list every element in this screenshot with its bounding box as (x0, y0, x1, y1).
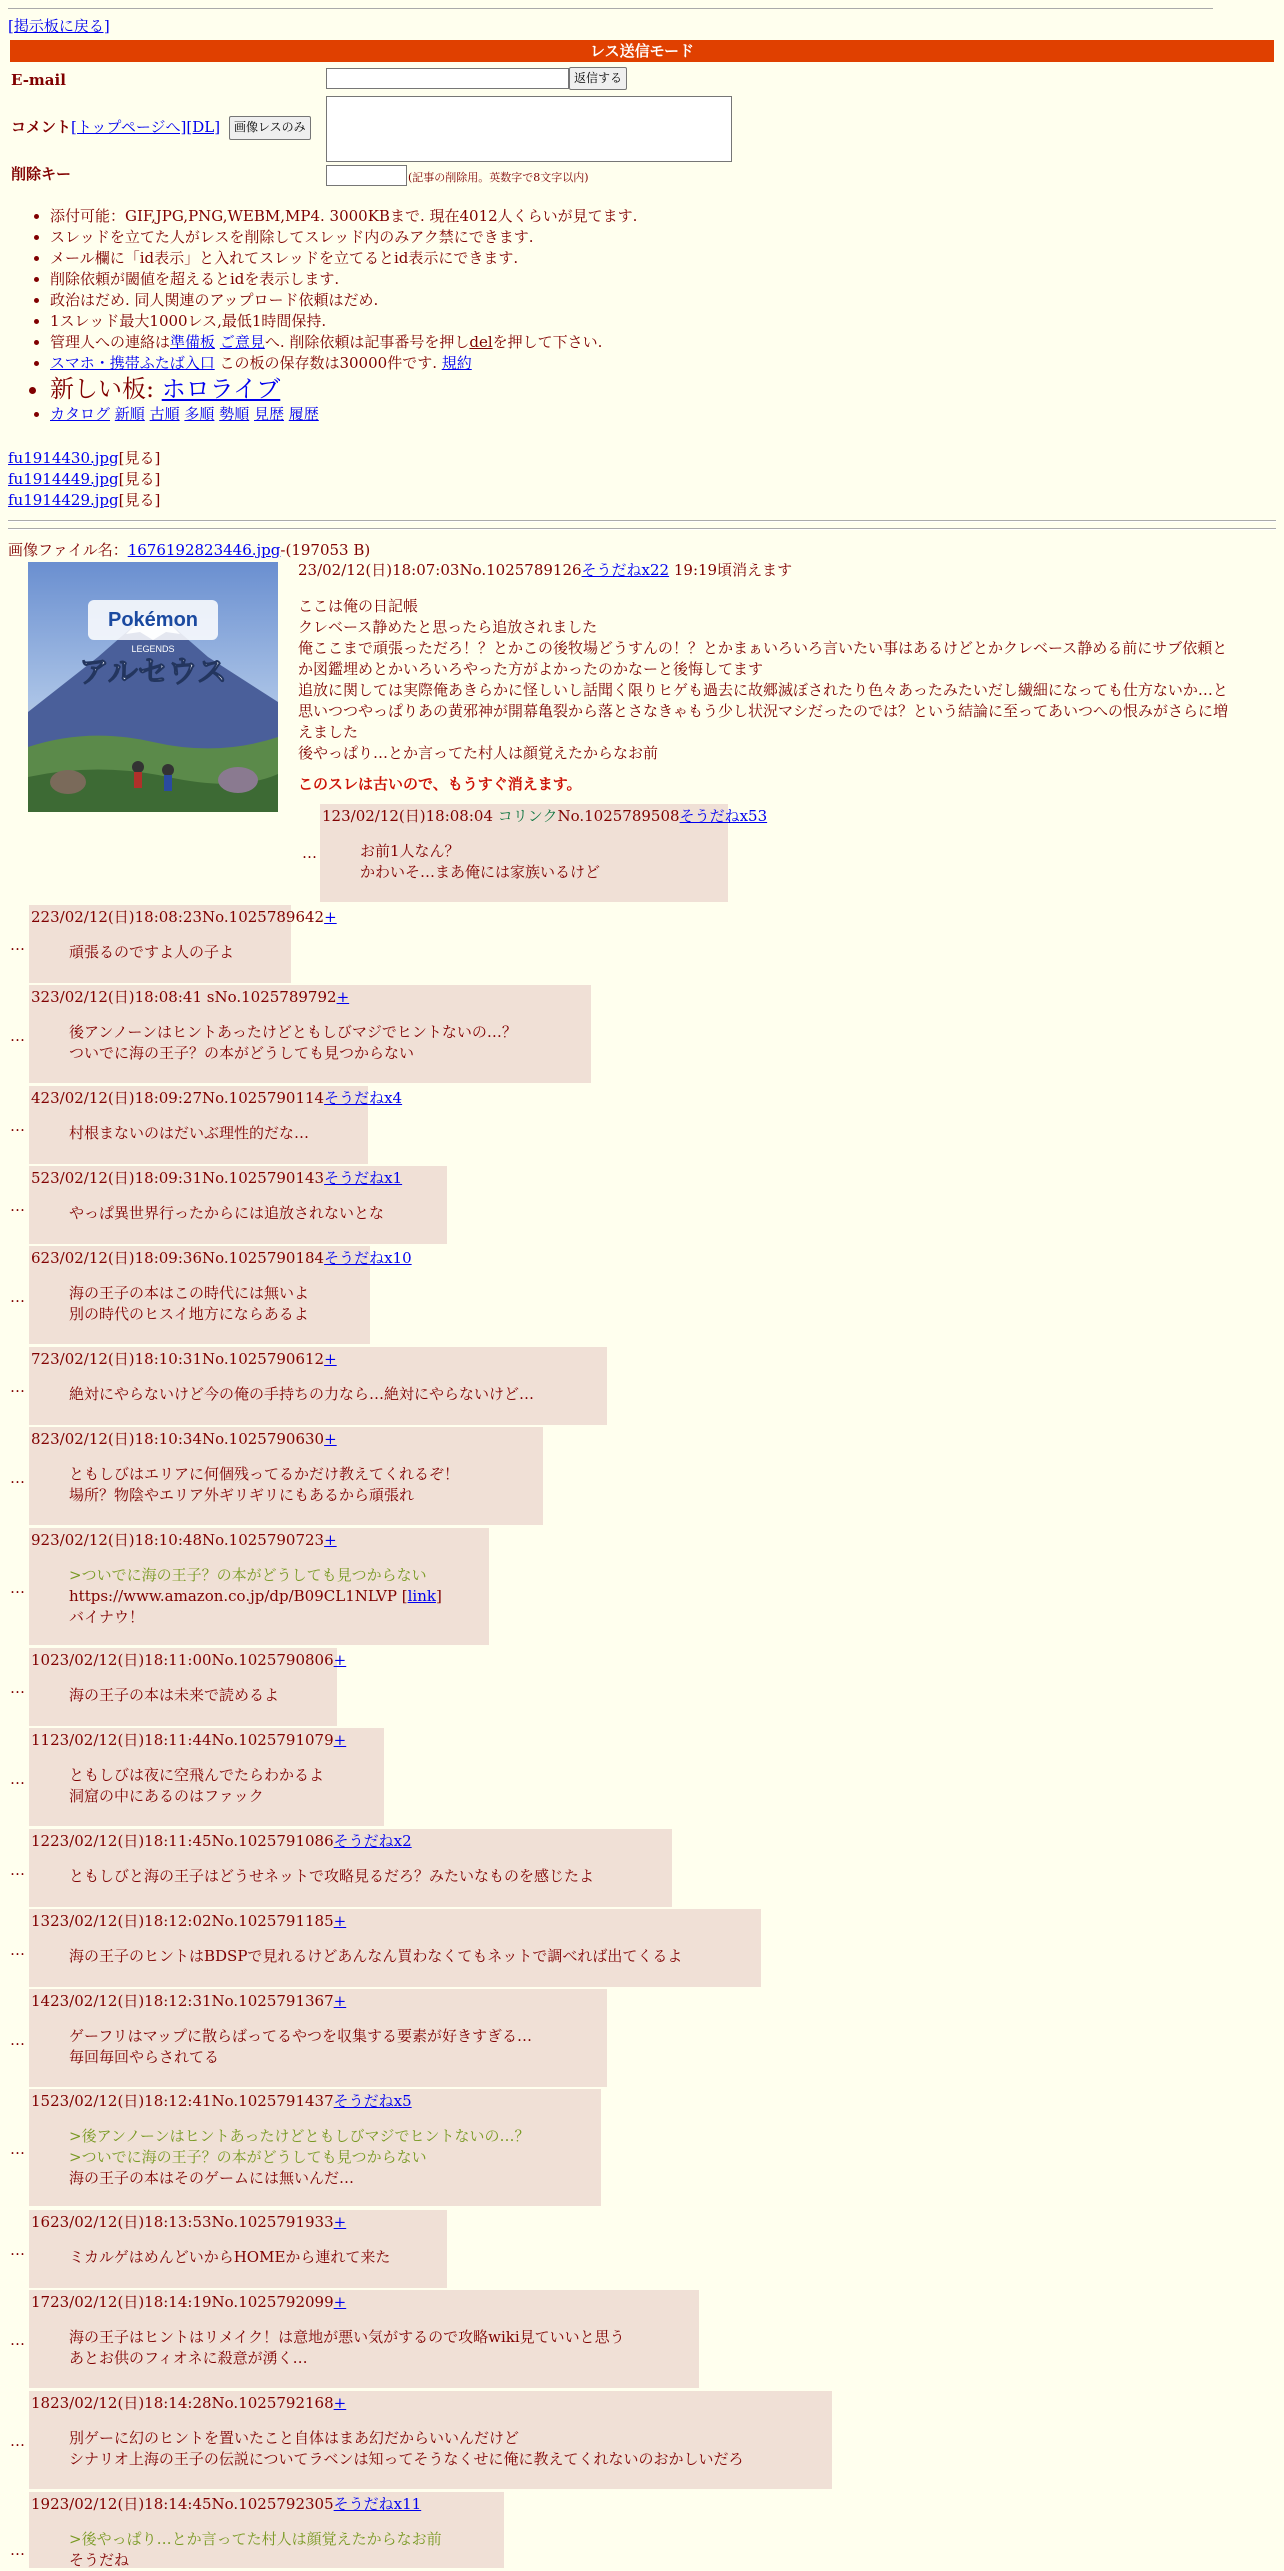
reply-number: 1 (322, 807, 332, 825)
reply-post (29, 2290, 699, 2388)
reply-datetime-no: 23/02/12(日)18:09:36No.1025790184 (40, 1249, 325, 1267)
reply-post (29, 1528, 489, 1645)
reply-post (29, 1166, 447, 1244)
ellipsis-marker: … (10, 2541, 25, 2559)
reply-header (31, 2212, 433, 2233)
back-to-board (8, 16, 110, 37)
ellipsis-marker: … (10, 2031, 25, 2049)
sodane-link[interactable]: そうだねx2 (333, 1832, 412, 1850)
plus-link[interactable]: + (333, 1651, 347, 1669)
reply-body (69, 1123, 354, 1144)
reply-post (29, 1989, 607, 2087)
mobile-entrance-link[interactable]: スマホ・携帯ふたば入口 (50, 354, 215, 372)
file-row (8, 469, 160, 490)
image-file-link[interactable]: 1676192823446.jpg (127, 541, 281, 559)
old-thread-warning: このスレは古いので、もうすぐ消えます。 (298, 775, 582, 793)
rule-item: • 添付可能：GIF,JPG,PNG,WEBM,MP4. 3000KBまで. 現在4012人くらいが見てます. (50, 206, 637, 227)
op-sodane-link[interactable]: そうだねx22 (581, 561, 670, 579)
op-line: 俺ここまで頑張っただろ！？とかこの後牧場どうすんの！？とかまぁいろいろ言いたい事はあるけどとかクレベース静める前にサブ依頼とか図鑑埋めとかいろいろやった方がよかったのかなーと後悔してます (298, 639, 1228, 678)
uploaded-files (8, 448, 160, 511)
reply-mode-bar: レス送信モード (10, 40, 1274, 62)
plus-link[interactable]: + (333, 2213, 347, 2231)
reply-post (29, 905, 337, 983)
svg-text:アルセウス: アルセウス (79, 655, 227, 690)
op-header (298, 560, 1238, 582)
reply-datetime-no: 23/02/12(日)18:12:02No.1025791185 (50, 1912, 334, 1930)
op-body (298, 596, 1238, 764)
reply-line: 海の王子の本はこの時代には無いよ (69, 1284, 310, 1302)
del-word: del (469, 333, 493, 351)
plus-link[interactable]: + (324, 1430, 337, 1448)
rules-list (8, 206, 637, 425)
reply-body (360, 841, 714, 883)
ellipsis-marker: … (10, 936, 25, 954)
reply-line: 別ゲーに幻のヒントを置いたこと自体はまあ幻だからいいんだけど (69, 2429, 520, 2447)
plus-link[interactable]: + (324, 908, 337, 926)
comment-label-row (11, 117, 220, 138)
reply-datetime-no: 23/02/12(日)18:13:53No.1025791933 (50, 2213, 334, 2231)
reply-header (31, 1991, 593, 2012)
plus-link[interactable]: + (333, 1912, 347, 1930)
reply-datetime-no: 23/02/12(日)18:14:45No.1025792305 (50, 2495, 334, 2513)
reply-line: 絶対にやらないけど今の俺の手持ちの力なら…絶対にやらないけど… (69, 1385, 535, 1403)
reply-number: 14 (31, 1992, 51, 2010)
op-image-filename (8, 540, 370, 561)
divider (8, 528, 1276, 530)
email-label: E-mail (11, 71, 66, 89)
ellipsis-marker: … (10, 1679, 25, 1697)
feedback-link[interactable]: ご意見 (219, 333, 265, 351)
reply-header (31, 2393, 818, 2414)
svg-text:Pokémon: Pokémon (107, 609, 199, 631)
reply-body (69, 1283, 356, 1325)
reply-line: やっぱ異世界行ったからには追放されないとな (69, 1204, 385, 1222)
file-row (8, 448, 160, 469)
reply-header (31, 1730, 370, 1751)
reply-post (29, 1728, 384, 1826)
rule-item: • メール欄に「id表示」と入れてスレッドを立てるとid表示にできます. (50, 248, 637, 269)
ellipsis-marker: … (10, 1117, 25, 1135)
reply-line: 毎回毎回やらされてる (69, 2048, 220, 2066)
rule-admin-mid: へ. 削除依頼は記事番号を押し (264, 333, 470, 351)
sort-many-link[interactable]: 多順 (184, 405, 215, 423)
reply-line: 場所？物陰やエリア外ギリギリにもあるから頑張れ (69, 1486, 415, 1504)
reply-post (29, 1648, 347, 1726)
reply-quote: >後アンノーンはヒントあったけどともしびマジでヒントないの…？ (69, 2127, 530, 2145)
reply-datetime-no: 23/02/12(日)18:08:41 sNo.1025789792 (40, 988, 337, 1006)
reply-body (69, 1022, 577, 1064)
image-file-prefix: 画像ファイル名： (8, 541, 128, 559)
reply-line: そうだね (69, 2551, 130, 2569)
reply-post (29, 2210, 447, 2288)
terms-link[interactable]: 規約 (441, 354, 472, 372)
reply-datetime: 23/02/12(日)18:08:04 (331, 807, 498, 825)
prep-board-link[interactable]: 準備板 (170, 333, 216, 351)
reply-body (69, 2327, 685, 2369)
reply-header (31, 2494, 490, 2515)
file-link[interactable]: fu1914429.jpg (8, 491, 119, 509)
ellipsis-marker: … (10, 1197, 25, 1215)
reply-quote: >ついでに海の王子？の本がどうしても見つからない (69, 1566, 427, 1584)
top-page-link[interactable]: [トップページへ] (71, 118, 187, 136)
plus-link[interactable]: + (333, 2394, 347, 2412)
reply-line: ミカルゲはめんどいからHOMEから連れて来た (69, 2248, 391, 2266)
sodane-link[interactable]: そうだねx1 (324, 1169, 403, 1187)
plus-link[interactable]: + (324, 1350, 337, 1368)
reply-number: 9 (31, 1531, 41, 1549)
sodane-link[interactable]: そうだねx53 (679, 807, 768, 825)
file-link[interactable]: fu1914430.jpg (8, 449, 119, 467)
ellipsis-marker: … (10, 1378, 25, 1396)
comment-label: コメント (11, 118, 72, 136)
file-view: [見る] (118, 470, 161, 488)
reply-line: かわいそ…まあ俺には家族いるけど (360, 863, 601, 881)
rule-mobile (50, 353, 637, 374)
reply-header (31, 1650, 347, 1671)
reply-datetime-no: 23/02/12(日)18:10:34No.1025790630 (40, 1430, 325, 1448)
op-line: 後やっぱり…とか言ってた村人は顔覚えたからなお前 (298, 744, 659, 762)
reply-header (31, 1349, 593, 1370)
ellipsis-marker: … (10, 1861, 25, 1879)
external-link[interactable]: link (407, 1587, 436, 1605)
ellipsis-marker: … (10, 1941, 25, 1959)
reply-body (69, 1384, 593, 1405)
rule-admin-prefix: 管理人への連絡は (50, 333, 171, 351)
ellipsis-marker: … (10, 2140, 25, 2158)
reply-body (69, 2428, 818, 2470)
reply-line: あとお供のフィオネに殺意が湧く… (69, 2349, 308, 2367)
sodane-link[interactable]: そうだねx4 (324, 1089, 403, 1107)
reply-line: ともしびは夜に空飛んでたらわかるよ (69, 1766, 325, 1784)
reply-number: 3 (31, 988, 41, 1006)
reply-datetime-no: 23/02/12(日)18:11:44No.1025791079 (50, 1731, 334, 1749)
file-link[interactable]: fu1914449.jpg (8, 470, 119, 488)
reply-post (320, 804, 768, 902)
reply-url: https://www.amazon.co.jp/dp/B09CL1NLVP (69, 1587, 397, 1605)
reply-post (29, 1427, 543, 1525)
sodane-link[interactable]: そうだねx5 (333, 2092, 412, 2110)
reply-line: 村根まないのはだいぶ理性的だな… (69, 1124, 310, 1142)
reply-line: 洞窟の中にあるのはファック (69, 1787, 264, 1805)
reply-datetime-no: 23/02/12(日)18:14:28No.1025792168 (50, 2394, 334, 2412)
reply-number: 17 (31, 2293, 51, 2311)
rule-admin (50, 332, 637, 353)
reply-number: 8 (31, 1430, 41, 1448)
reply-number: 19 (31, 2495, 51, 2513)
reply-header (31, 1911, 747, 1932)
op-line: 追放に関しては実際俺あきらかに怪しいし話聞く限りヒゲも過去に故郷滅ぼされたり色々あったみたいだし繊細になっても仕方ないか…と思いつつやっぱりあの黄邪神が開幕亀裂から落とさなきゃもう少し状況マシだったのでは？という結論に至ってあいつへの恨みがさらに増えました (298, 681, 1229, 741)
reply-quote: >ついでに海の王子？の本がどうしても見つからない (69, 2148, 427, 2166)
reply-datetime-no: 23/02/12(日)18:11:00No.1025790806 (50, 1651, 334, 1669)
email-input[interactable] (326, 68, 569, 89)
reply-line: 海の王子の本はそのゲームには無いんだ… (69, 2169, 355, 2187)
ellipsis-marker: … (10, 1288, 25, 1306)
rule-item: • スレッドを立てた人がレスを削除してスレッド内のみアク禁にできます. (50, 227, 637, 248)
reply-body (69, 1765, 370, 1807)
op-post (298, 560, 1238, 795)
reply-line: 海の王子のヒントはBDSPで見れるけどあんなん買わなくてもネットで調べれば出てくるよ (69, 1947, 683, 1965)
reply-number: 6 (31, 1249, 41, 1267)
reply-line: バイナウ！ (69, 1608, 145, 1626)
ellipsis-marker: … (10, 1469, 25, 1487)
reply-name: コリンク (497, 807, 558, 825)
view-history-link[interactable]: 見歴 (253, 405, 284, 423)
reply-post (29, 1347, 607, 1425)
reply-post (29, 2089, 601, 2206)
back-to-board-link[interactable]: [掲示板に戻る] (8, 17, 110, 35)
reply-header (31, 1248, 412, 1269)
reply-datetime-no: 23/02/12(日)18:10:31No.1025790612 (40, 1350, 325, 1368)
reply-body (69, 1464, 529, 1506)
ellipsis-marker: … (10, 1579, 25, 1597)
catalog-nav (50, 404, 637, 425)
reply-number: 5 (31, 1169, 41, 1187)
reply-number: 13 (31, 1912, 51, 1930)
reply-body (69, 2529, 490, 2571)
reply-header (31, 2091, 587, 2112)
reply-body (69, 2126, 587, 2189)
reply-datetime-no: 23/02/12(日)18:12:31No.1025791367 (50, 1992, 334, 2010)
reply-body (69, 1866, 658, 1887)
sort-old-link[interactable]: 古順 (149, 405, 180, 423)
reply-post (29, 2492, 504, 2568)
new-board-label: 新しい板: (50, 375, 162, 403)
reply-quote: >後やっぱり…とか言ってた村人は顔覚えたからなお前 (69, 2530, 442, 2548)
sort-new-link[interactable]: 新順 (114, 405, 145, 423)
reply-body (69, 1946, 747, 1967)
plus-link[interactable]: + (333, 1992, 347, 2010)
top-rule (8, 8, 1213, 9)
sodane-link[interactable]: そうだねx10 (324, 1249, 412, 1267)
reply-line: 頑張るのですよ人の子よ (69, 943, 235, 961)
reply-number: 18 (31, 2394, 51, 2412)
plus-link[interactable]: + (333, 2293, 347, 2311)
reply-line: お前1人なん？ (360, 842, 460, 860)
reply-number: 10 (31, 1651, 51, 1669)
reply-number: 2 (31, 908, 41, 926)
reply-body (69, 1565, 475, 1628)
reply-body (69, 2247, 433, 2268)
comment-textarea[interactable] (326, 96, 732, 162)
image-file-size: -(197053 B) (280, 541, 371, 559)
op-expire: 19:19頃消えます (669, 561, 793, 579)
image-only-button[interactable]: 画像レスのみ (229, 116, 311, 140)
reply-header (31, 907, 337, 928)
rule-item: • 削除依頼が閾値を超えるとidを表示します. (50, 269, 637, 290)
reply-number: 15 (31, 2092, 51, 2110)
reply-post (29, 2391, 832, 2489)
op-datetime-no: 23/02/12(日)18:07:03No.1025789126 (298, 561, 582, 579)
reply-datetime-no: 23/02/12(日)18:14:19No.1025792099 (50, 2293, 334, 2311)
delete-key-input[interactable] (326, 165, 407, 186)
rule-item: • 1スレッド最大1000レス,最低1時間保持. (50, 311, 637, 332)
reply-number: 11 (31, 1731, 51, 1749)
reply-datetime-no: 23/02/12(日)18:09:31No.1025790143 (40, 1169, 325, 1187)
reply-header (31, 987, 577, 1008)
divider (8, 520, 1276, 522)
reply-post (29, 1086, 403, 1164)
reply-datetime-no: 23/02/12(日)18:12:41No.1025791437 (50, 2092, 334, 2110)
svg-text:LEGENDS: LEGENDS (131, 644, 175, 654)
reply-line: 海の王子はヒントはリメイク！は意地が悪い気がするので攻略wiki見ていいと思う (69, 2328, 625, 2346)
reply-body (69, 942, 277, 963)
sort-momentum-link[interactable]: 勢順 (219, 405, 250, 423)
reply-number: 7 (31, 1350, 41, 1368)
history-link[interactable]: 履歴 (288, 405, 319, 423)
reply-line: 別の時代のヒスイ地方にならあるよ (69, 1305, 309, 1323)
rule-admin-suffix: を押して下さい. (492, 333, 603, 351)
reply-datetime-no: 23/02/12(日)18:08:23No.1025789642 (40, 908, 325, 926)
file-view: [見る] (118, 449, 161, 467)
reply-id: No.1025789508 (557, 807, 680, 825)
rule-mobile-text: この板の保存数は30000件です. (214, 354, 442, 372)
dl-link[interactable]: [DL] (186, 118, 221, 136)
reply-number: 12 (31, 1832, 51, 1850)
sodane-link[interactable]: そうだねx11 (333, 2495, 422, 2513)
file-view: [見る] (118, 491, 161, 509)
ellipsis-marker: … (10, 1027, 25, 1045)
reply-body (69, 2026, 593, 2068)
reply-header (31, 1429, 529, 1450)
plus-link[interactable]: + (333, 1731, 347, 1749)
reply-header (31, 1088, 403, 1109)
catalog-link[interactable]: カタログ (50, 405, 111, 423)
rule-item: • 政治はだめ. 同人関連のアップロード依頼はだめ. (50, 290, 637, 311)
file-row (8, 490, 160, 511)
ellipsis-marker: … (10, 1770, 25, 1788)
reply-post (29, 985, 591, 1083)
reply-line: ゲーフリはマップに散らばってるやつを収集する要素が好きすぎる… (69, 2027, 533, 2045)
reply-post (29, 1246, 412, 1344)
reply-header (31, 1831, 658, 1852)
reply-url-row: https://www.amazon.co.jp/dp/B09CL1NLVP [link] (69, 1587, 442, 1605)
reply-datetime-no: 23/02/12(日)18:10:48No.1025790723 (40, 1531, 325, 1549)
reply-post (29, 1909, 761, 1987)
reply-header (31, 2292, 685, 2313)
plus-link[interactable]: + (336, 988, 350, 1006)
ellipsis-marker: … (302, 844, 317, 862)
op-thumbnail-image[interactable] (28, 562, 278, 812)
ellipsis-marker: … (10, 2331, 25, 2349)
reply-datetime-no: 23/02/12(日)18:09:27No.1025790114 (40, 1089, 325, 1107)
delete-key-note: (記事の削除用。英数字で8文字以内) (408, 171, 589, 184)
ellipsis-marker: … (10, 2241, 25, 2259)
reply-datetime-no: 23/02/12(日)18:11:45No.1025791086 (50, 1832, 334, 1850)
reply-body (69, 1685, 323, 1706)
reply-number: 4 (31, 1089, 41, 1107)
reply-line: シナリオ上海の王子の伝説についてラベンは知ってそうなくせに俺に教えてくれないのおかしいだろ (69, 2450, 744, 2468)
reply-line: ともしびはエリアに何個残ってるかだけ教えてくれるぞ！ (69, 1465, 460, 1483)
ellipsis-marker: … (10, 2432, 25, 2450)
delete-key-label: 削除キー (11, 165, 72, 183)
new-board (50, 374, 637, 404)
op-line: ここは俺の日記帳 (298, 597, 419, 615)
reply-header (322, 806, 768, 827)
new-board-link[interactable]: ホロライブ (161, 375, 281, 403)
reply-body (69, 1203, 433, 1224)
op-line: クレベース静めたと思ったら追放されました (298, 618, 598, 636)
plus-link[interactable]: + (324, 1531, 337, 1549)
reply-line: 海の王子の本は未来で読めるよ (69, 1686, 280, 1704)
reply-line: 後アンノーンはヒントあったけどともしびマジでヒントないの…？ (69, 1023, 517, 1041)
reply-line: ともしびと海の王子はどうせネットで攻略見るだろ？みたいなものを感じたよ (69, 1867, 595, 1885)
reply-line: ついでに海の王子？の本がどうしても見つからない (69, 1044, 415, 1062)
reply-button[interactable]: 返信する (569, 67, 627, 90)
reply-header (31, 1168, 433, 1189)
reply-number: 16 (31, 2213, 51, 2231)
reply-header (31, 1530, 475, 1551)
reply-post (29, 1829, 672, 1907)
